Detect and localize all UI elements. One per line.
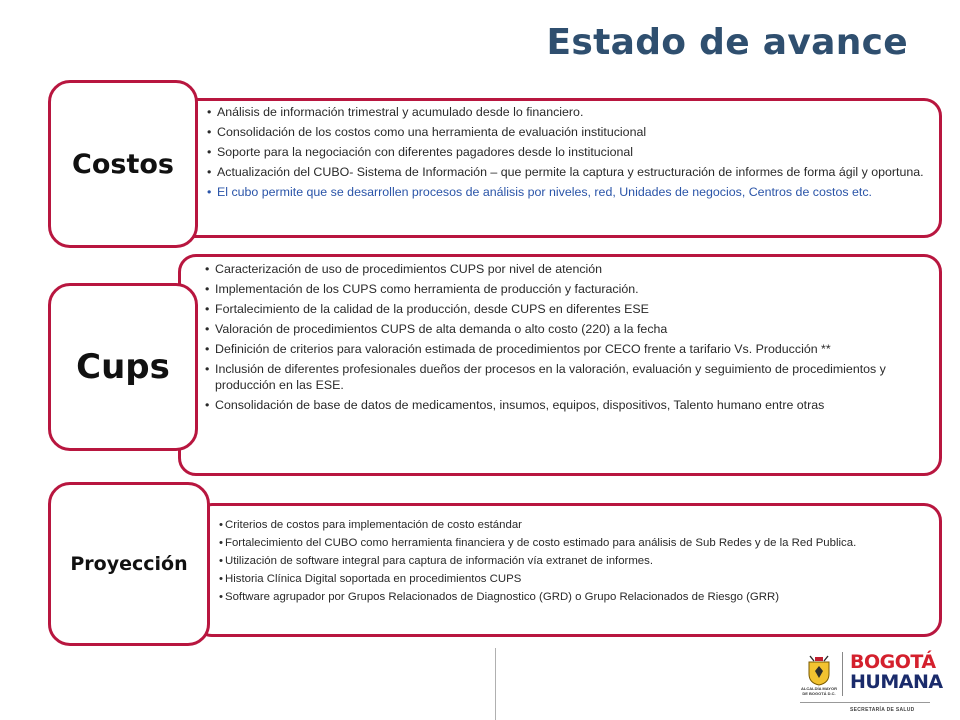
bogota-humana-logo xyxy=(800,650,943,720)
costos-label: Costos xyxy=(48,80,198,248)
cups-list xyxy=(205,261,929,413)
list-item: • Definición de criterios para valoración estimada de procedimientos por CECO frente a tarifario Vs. Producción ** xyxy=(205,341,929,357)
proyeccion-list xyxy=(219,518,929,605)
list-item: • Historia Clínica Digital soportada en procedimientos CUPS xyxy=(219,572,929,587)
logo-word-bottom: HUMANA xyxy=(850,671,943,693)
list-item: • Consolidación de los costos como una herramienta de evaluación institucional xyxy=(207,124,929,140)
proyeccion-label: Proyección xyxy=(48,482,210,646)
logo-word-top: BOGOTÁ xyxy=(850,651,936,673)
list-item: • Fortalecimiento del CUBO como herramienta financiera y de costo estimado para análisis de Sub Redes y de la Red Publica. xyxy=(219,536,929,551)
list-item: • Actualización del CUBO- Sistema de Información – que permite la captura y estructuración de informes de forma ágil y oportuna. xyxy=(207,164,929,180)
proyeccion-content-box xyxy=(194,503,942,637)
logo-rule xyxy=(800,702,930,703)
list-item: • Software agrupador por Grupos Relacionados de Diagnostico (GRD) o Grupo Relacionados de Riesgo (GRR) xyxy=(219,590,929,605)
list-item: • Análisis de información trimestral y acumulado desde lo financiero. xyxy=(207,104,929,120)
divider xyxy=(495,648,496,720)
list-item: • Soporte para la negociación con diferentes pagadores desde lo institucional xyxy=(207,144,929,160)
list-item: • Valoración de procedimientos CUPS de alta demanda o alto costo (220) a la fecha xyxy=(205,321,929,337)
list-item: • Implementación de los CUPS como herramienta de producción y facturación. xyxy=(205,281,929,297)
costos-content-box xyxy=(176,98,942,238)
page-title: Estado de avance xyxy=(546,22,908,63)
list-item: • Caracterización de uso de procedimientos CUPS por nivel de atención xyxy=(205,261,929,277)
cups-label: Cups xyxy=(48,283,198,451)
list-item: • El cubo permite que se desarrollen procesos de análisis por niveles, red, Unidades de negocios, Centros de costos etc. xyxy=(207,184,929,200)
list-item: • Criterios de costos para implementación de costo estándar xyxy=(219,518,929,533)
coat-of-arms-icon xyxy=(806,654,832,686)
cups-content-box xyxy=(178,254,942,476)
list-item: • Utilización de software integral para captura de información vía extranet de informes. xyxy=(219,554,929,569)
logo-wordmark xyxy=(850,652,943,692)
logo-divider xyxy=(842,652,843,696)
costos-list xyxy=(207,104,929,200)
list-item: • Inclusión de diferentes profesionales dueños der procesos en la valoración, evaluación y seguimiento de procedimientos y producción en las ESE. xyxy=(205,361,929,393)
logo-subtitle: SECRETARÍA DE SALUD xyxy=(850,707,915,713)
crest-caption: ALCALDÍA MAYOR DE BOGOTÁ D.C. xyxy=(801,686,837,696)
list-item: • Consolidación de base de datos de medicamentos, insumos, equipos, dispositivos, Talento humano entre otras xyxy=(205,397,929,413)
list-item: • Fortalecimiento de la calidad de la producción, desde CUPS en diferentes ESE xyxy=(205,301,929,317)
